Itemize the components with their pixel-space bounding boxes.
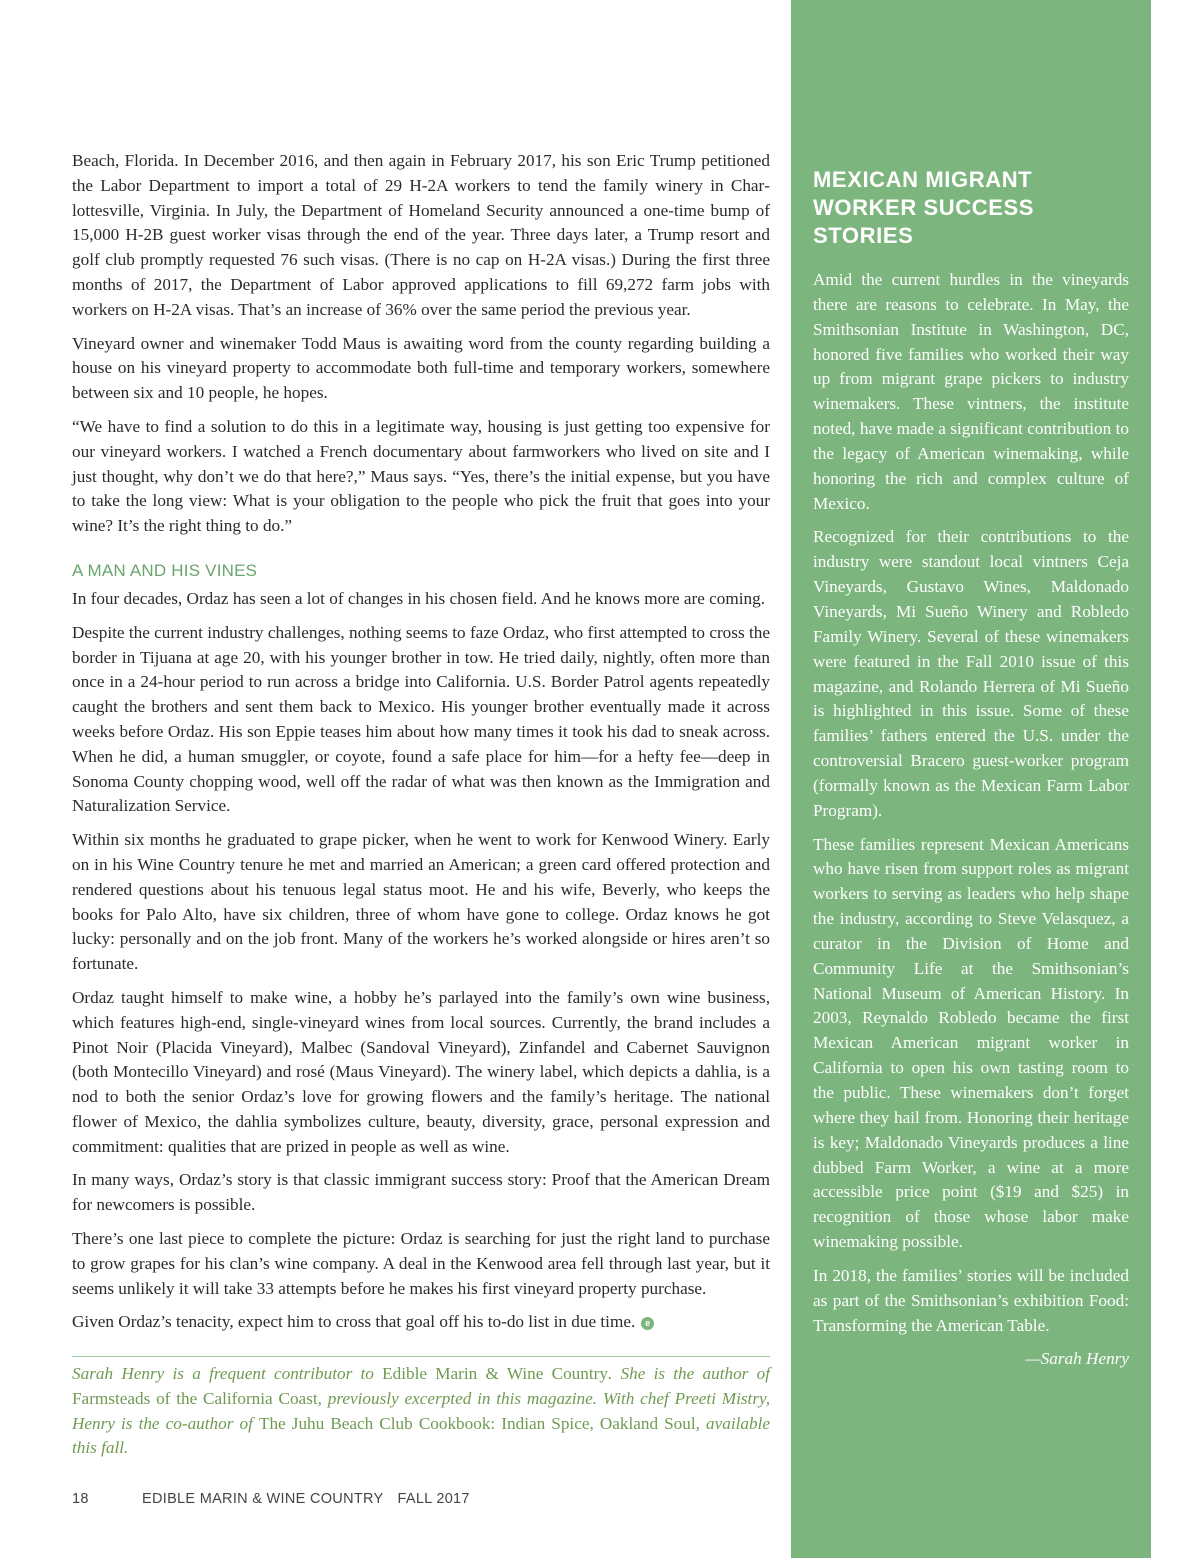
article-last-paragraph: [72, 1310, 770, 1335]
article-body: [72, 149, 770, 1344]
bio-text: , previously excerpted in this magazine. With chef Preeti Mistry, Henry is the co-author of: [72, 1388, 770, 1433]
bio-divider: [72, 1356, 770, 1357]
sidebar-paragraph: Amid the current hurdles in the vineyards there are reasons to celebrate. In May, the Smithsonian Institute in Washington, DC, honored five families who worked their way up from migrant grape pickers to industry winemakers. These vintners, the institute noted, have made a significant contribution to the legacy of American winemaking, while honoring the rich and complex culture of Mexico.: [813, 270, 1129, 513]
section-heading: A MAN AND HIS VINES: [72, 560, 258, 580]
article-paragraph: Ordaz taught himself to make wine, a hobby he’s parlayed into the family’s own wine business, which features high-end, single-vineyard wines from local sources. Currently, the brand includes a Pinot Noir (Placida Vineyard), Malbec (Sandoval Vineyard), Zinfandel and Cabernet Sauvignon (both Montecillo Vineyard) and rosé (Maus Vineyard). The winery label, which depicts a dahlia, is a nod to both the senior Ordaz’s love for growing flowers and the family’s heritage. The national flower of Mexico, the dahlia symbolizes culture, beauty, diversity, grace, personal expression and commitment: qualities that are prized in people as well as wine.: [72, 987, 770, 1156]
article-paragraph: In many ways, Ordaz’s story is that classic immigrant success story: Proof that the American Dream for newcomers is possible.: [72, 1170, 770, 1215]
sidebar-title: [813, 166, 1129, 250]
article-paragraph: In four decades, Ordaz has seen a lot of changes in his chosen field. And he knows more are coming.: [72, 588, 766, 608]
article-paragraph: Despite the current industry challenges, nothing seems to faze Ordaz, who first attempted to cross the border in Tijuana at age 20, with his younger brother in tow. He tried daily, nightly, often more than once in a 24-hour period to run across a bridge into California. U.S. Border Patrol agents repeatedly caught the brothers and sent them back to Mexico. His younger brother eventually made it across weeks before Ordaz. His son Eppie teases him about how many times it took his dad to sneak across. When he did, a human smuggler, or coyote, found a safe place for him—for a hefty fee—deep in Sonoma County chopping wood, well off the radar of what was then known as the Immigration and Naturalization Service.: [72, 622, 770, 816]
sidebar-content: [813, 166, 1129, 1372]
article-paragraph: There’s one last piece to complete the picture: Ordaz is searching for just the right land to purchase to grow grapes for his clan’s wine company. A deal in the Kenwood area fell through last year, but it seems unlikely it will take 33 attempts before he makes his first vineyard property purchase.: [72, 1229, 770, 1298]
bio-book-title: Farmsteads of the California Coast: [72, 1388, 318, 1408]
sidebar-paragraph: Recognized for their contributions to the industry were standout local vintners Ceja Vineyards, Gustavo Wines, Maldonado Vineyards, Mi Sueño Winery and Robledo Family Winery. Several of these winemakers were featured in the Fall 2010 issue of this magazine, and Rolando Herrera of Mi Sueño is highlighted in this issue. Some of these families’ fathers entered the U.S. under the controversial Bracero guest-worker program (formally known as the Mexican Farm Labor Program).: [813, 527, 1129, 820]
sidebar-panel: [791, 0, 1151, 1558]
sidebar-signature: —Sarah Henry: [1025, 1349, 1129, 1369]
article-paragraph: Vineyard owner and winemaker Todd Maus is awaiting word from the county regarding building a house on his vineyard property to accommodate both full-time and temporary workers, somewhere between six and 10 people, he hopes.: [72, 333, 770, 403]
page-number: 18: [72, 1491, 89, 1507]
bio-book-title: The Juhu Beach Club Cookbook: Indian Spice, Oakland Soul: [258, 1413, 696, 1433]
sidebar-paragraph: These families represent Mexican Americans who have risen from support roles as migrant workers to serving as leaders who help shape the industry, according to Steve Velasquez, a curator in the Division of Home and Community Life at the Smithsonian’s National Museum of American History. In 2003, Reynaldo Robledo became the first Mexican American migrant worker in California to open his own tasting room to the public. These winemakers don’t forget where they hail from. Honoring their heritage is key; Maldonado Vineyards produces a line dubbed Farm Worker, a wine at a more accessible price point ($19 and $25) in recognition of those whose labor make winemaking possible.: [813, 834, 1129, 1252]
end-mark-icon: e: [641, 1317, 654, 1330]
page-footer: [72, 1491, 672, 1507]
publication-name: EDIBLE MARIN & WINE COUNTRY: [142, 1491, 384, 1507]
article-paragraph: “We have to find a solution to do this in a legitimate way, housing is just getting too expensive for our vineyard workers. I watched a French documentary about farmworkers who lived on site and I just thought, why don’t we do that here?,” Maus says. “Yes, there’s the initial expense, but you have to take the long view: What is your obligation to the people who pick the fruit that goes into your wine? It’s the right thing to do.”: [72, 416, 770, 536]
bio-text: . She is the author of: [607, 1364, 770, 1383]
article-paragraph: Within six months he graduated to grape picker, when he went to work for Kenwood Winery. Early on in his Wine Country tenure he met and married an American; a green card offered protection and rendered questions about his tenuous legal status moot. He and his wife, Beverly, who keeps the books for Palo Alto, have six children, three of whom have gone to college. Ordaz knows he got lucky: personally and on the job front. Many of the workers he’s worked alongside or hires aren’t so fortunate.: [72, 830, 770, 974]
bio-text: , available this fall.: [72, 1413, 770, 1458]
sidebar-title-line: MEXICAN MIGRANT: [813, 167, 1033, 192]
sidebar-title-line: WORKER SUCCESS STORIES: [813, 195, 1035, 248]
author-bio: [72, 1362, 770, 1461]
bio-publication: Edible Marin & Wine Country: [382, 1364, 608, 1383]
sidebar-paragraph: In 2018, the families’ stories will be included as part of the Smithsonian’s exhibition Food: Transforming the American Table.: [813, 1265, 1129, 1335]
last-paragraph-text: Given Ordaz’s tenacity, expect him to cross that goal off his to-do list in due time.: [72, 1312, 636, 1332]
issue-label: FALL 2017: [397, 1491, 470, 1507]
bio-text: Sarah Henry is a frequent contributor to: [72, 1364, 383, 1383]
article-paragraph: Beach, Florida. In December 2016, and then again in February 2017, his son Eric Trump petitioned the Labor Department to import a total of 29 H-2A workers to tend the family winery in Charlottesville, Virginia. In July, the Department of Homeland Security announced a one-time bump of 15,000 H-2B guest worker visas through the end of the year. Three days later, a Trump resort and golf club promptly requested 76 such visas. (There is no cap on H-2A visas.) During the first three months of 2017, the Department of Labor approved applications to fill 69,272 farm jobs with workers on H-2A visas. That’s an increase of 36% over the same period the previous year.: [72, 151, 770, 319]
